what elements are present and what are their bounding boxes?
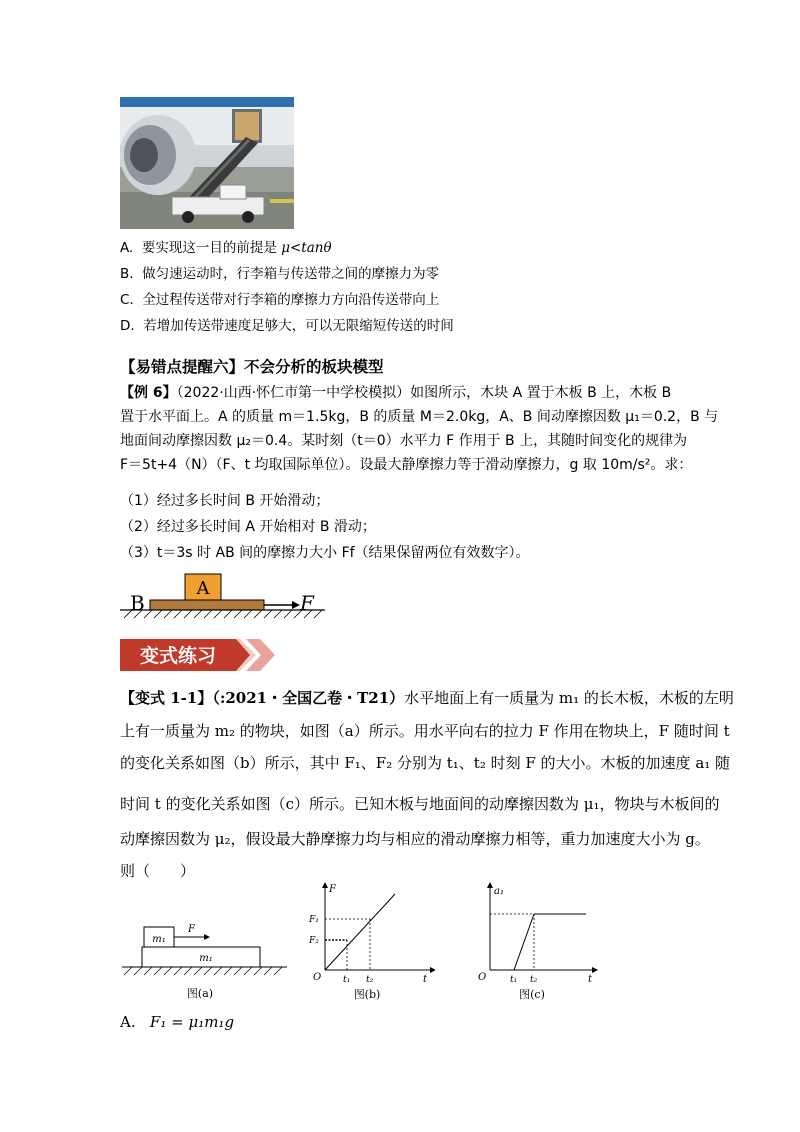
- fig-b-y-label: F: [329, 884, 336, 895]
- variant1-option-a: A. F₁ = μ₁m₁g: [120, 1013, 235, 1031]
- fig-c-t1-label: t₁: [510, 975, 518, 985]
- fig-b-f1-label: F₁: [309, 915, 319, 925]
- option-b: B. 做匀速运动时，行李箱与传送带之间的摩擦力为零: [120, 266, 440, 282]
- fig-b-t1-label: t₁: [343, 975, 351, 985]
- fig-a-hatching: [124, 967, 282, 975]
- fig-c-rise: [514, 914, 534, 970]
- variant1-line4: 时间 t 的变化关系如图（c）所示。已知木板与地面间的动摩擦因数为 μ₁，物块与木板间的: [120, 795, 720, 813]
- variant1-line6: 则（ ）: [120, 862, 196, 880]
- fig-b-caption: 图(b): [353, 988, 381, 1001]
- example6-question2: （2）经过多长时间 A 开始相对 B 滑动；: [120, 519, 376, 535]
- ground-hatching: [124, 610, 322, 618]
- variant-practice-banner: [120, 635, 275, 675]
- block-top-label: m₁: [152, 934, 166, 945]
- fig-c-caption: 图(c): [519, 988, 545, 1001]
- example6-line3: 地面间动摩擦因数 μ₂＝0.4。某时刻（t＝0）水平力 F 作用于 B 上，其随时间变化的规律为: [120, 433, 688, 449]
- fig-b-x-label: t: [423, 974, 428, 985]
- option-d: D. 若增加传送带速度足够大，可以无限缩短传送的时间: [120, 318, 454, 334]
- fig-b-line: [325, 894, 395, 970]
- option-a: A. 要实现这一目的前提是 μ<tanθ: [120, 240, 332, 256]
- variant1-line2: 上有一质量为 m₂ 的物块，如图（a）所示。用水平向右的拉力 F 作用在物块上，F 随时间 t: [120, 722, 730, 740]
- example6-question3: （3）t＝3s 时 AB 间的摩擦力大小 Ff（结果保留两位有效数字）。: [120, 545, 530, 561]
- fig-c-y-label: a₁: [494, 886, 504, 897]
- fig-a-force-arrowhead: [204, 934, 210, 940]
- fig-a-force-label: F: [188, 924, 195, 935]
- fig-b-f2-label: F₂: [309, 936, 319, 946]
- figure-a: [122, 915, 292, 1005]
- fig-c-origin: O: [478, 972, 487, 983]
- force-arrowhead: [292, 601, 300, 609]
- example6-line2: 置于水平面上。A 的质量 m＝1.5kg，B 的质量 M＝2.0kg，A、B 间动摩擦因数 μ₁＝0.2，B 与: [120, 409, 719, 425]
- board-block-figure: [120, 570, 330, 630]
- variant-banner-label: 变式练习: [139, 645, 217, 667]
- variant1-line3: 的变化关系如图（b）所示，其中 F₁、F₂ 分别为 t₁、t₂ 时刻 F 的大小。木板的加速度 a₁ 随: [120, 754, 731, 772]
- fig-b-t2-label: t₂: [366, 975, 374, 985]
- board-b-shape: [150, 600, 264, 610]
- board-b-label: B: [130, 591, 145, 615]
- board-bottom-label: m₁: [199, 953, 213, 964]
- variant1-line1: 【变式 1-1】（:2021・全国乙卷・T21）水平地面上有一质量为 m₁ 的长木板，木板的左明: [120, 689, 734, 707]
- fig-a-caption: 图(a): [186, 987, 214, 1000]
- example6-line4: F＝5t+4（N）（F、t 均取国际单位）。设最大静摩擦力等于滑动摩擦力，g 取 10m/s²。求：: [120, 457, 693, 473]
- force-label: F: [300, 591, 314, 615]
- fig-b-origin: O: [313, 972, 322, 983]
- fig-c-t2-label: t₂: [530, 975, 538, 985]
- fig-c-x-label: t: [588, 974, 593, 985]
- figure-c: [470, 882, 600, 1004]
- section-title: 【易错点提醒六】不会分析的板块模型: [120, 358, 384, 376]
- variant1-line5: 动摩擦因数为 μ₂，假设最大静摩擦力均与相应的滑动摩擦力相等，重力加速度大小为 g。: [120, 830, 710, 848]
- baggage-conveyor-photo: [120, 97, 294, 229]
- figure-b: [305, 882, 435, 1004]
- example6-question1: （1）经过多长时间 B 开始滑动；: [120, 493, 330, 509]
- example6-line1: 【例 6】（2022·山西·怀仁市第一中学校模拟）如图所示，木块 A 置于木板 B 上，木板 B: [120, 385, 672, 401]
- option-c: C. 全过程传送带对行李箱的摩擦力方向沿传送带向上: [120, 292, 440, 308]
- block-a-label: A: [196, 578, 210, 599]
